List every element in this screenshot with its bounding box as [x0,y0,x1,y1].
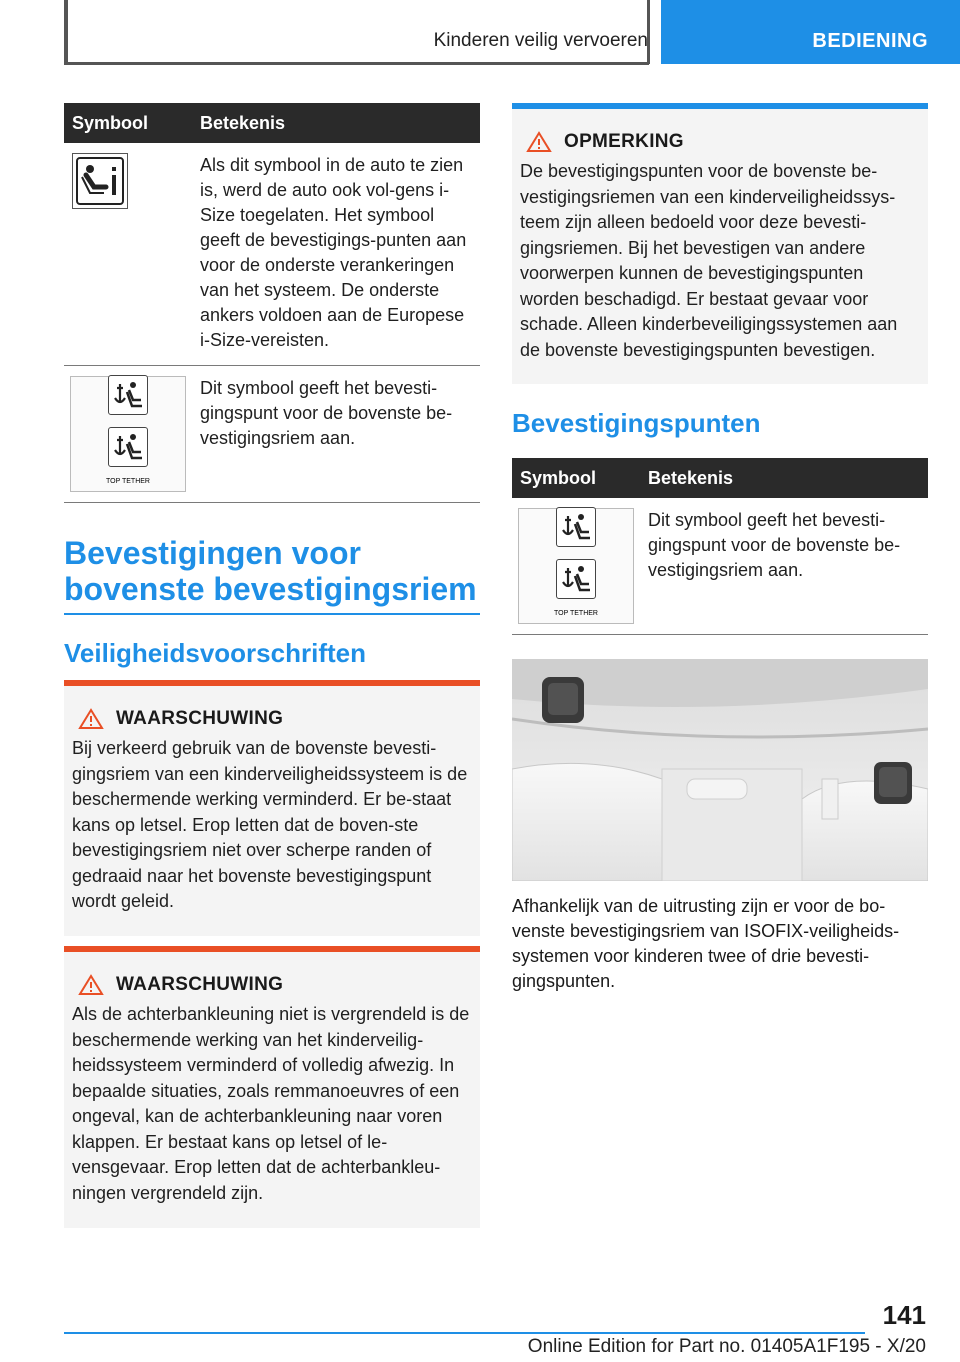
note-title [526,131,920,153]
warning-triangle-icon [78,974,104,996]
note-triangle-icon [526,131,552,153]
table-row [64,143,480,366]
warning-box [64,946,480,1228]
meaning-cell: Als dit symbool in de auto te zien is, werd de auto ook vol-gens i-Size toegelaten. Het symbool geeft de bevestigings-punten aan voor de onderste verankeringen van het systeem. De onderste ankers voldoen aan de Europese i-Size-vereisten. [192,143,480,366]
top-tether-icon [518,508,634,624]
footer-edition: Online Edition for Part no. 01405A1F195 - X/20 [527,1336,926,1357]
top-tether-icon [70,376,186,492]
top-tether-caption: TOP TETHER [554,609,598,617]
header-left-rule [64,0,68,64]
anchor-seat-icon [108,427,148,467]
table-row [64,366,480,503]
warning-triangle-icon [78,708,104,730]
table-row [512,498,928,635]
header-section-title: Kinderen veilig vervoeren [433,30,648,51]
page-number: 141 [882,1300,926,1330]
photo-caption: Afhankelijk van de uitrusting zijn er voor de bo-venste bevestigingsriem van ISOFIX-veiligheids-systemen voor kinderen twee of drie bevesti-gingspunten. [512,896,900,991]
symbol-cell [512,498,640,635]
col-meaning-header: Betekenis [640,458,928,498]
i-size-seat-icon [72,153,128,209]
top-tether-caption: TOP TETHER [106,477,150,485]
note-box [512,103,928,384]
header-chapter-tab[interactable]: BEDIENING [661,0,960,64]
anchor-seat-icon [108,375,148,415]
warning-box [64,680,480,936]
col-meaning-header: Betekenis [192,103,480,143]
symbol-cell [64,143,192,366]
subsection-title: Veiligheidsvoorschriften [64,638,366,668]
warning-title [78,708,472,730]
anchor-seat-icon [556,559,596,599]
warning-text: Als de achterbankleuning niet is vergrendeld is de beschermende werking van het kinderveilig-heidssysteem verminderd of volledig afwezig. In bepaalde situaties, zoals remmanoeuvres of een ongeval, kan de achterbankleuning naar voren klappen. Er bestaat kans op letsel of le-vensgevaar. Erop letten dat de achterbankleu-ningen vergrendeld zijn. [72,1004,470,1203]
col-symbol-header: Symbool [512,458,640,498]
warning-title-text: WAARSCHUWING [116,974,284,995]
anchor-seat-icon [556,507,596,547]
symbol-cell [64,366,192,503]
subsection-title-2: Bevestigingspunten [512,408,761,438]
note-title-text: OPMERKING [564,131,684,152]
meaning-cell: Dit symbool geeft het bevesti-gingspunt voor de bovenste be-vestigingsriem aan. [640,498,928,635]
note-text: De bevestigingspunten voor de bovenste be-vestigingsriemen van een kinderveiligheidssys-teem zijn alleen bedoeld voor deze bevesti-gingsriemen. Bij het bevestigen van andere voorwerpen kunnen de bevestigingspunten worden beschadigd. Er bestaat gevaar voor schade. Alleen kinderbeveiligingssystemen aan de bovenste bevestigingspunten bevestigen. [520,161,898,360]
header-bottom-rule [64,62,649,65]
warning-title [78,974,472,996]
footer-rule [64,1332,865,1334]
symbol-table-right [512,458,928,635]
meaning-cell: Dit symbool geeft het bevesti-gingspunt voor de bovenste be-vestigingsriem aan. [192,366,480,503]
anchor-points-photo [512,659,928,881]
warning-title-text: WAARSCHUWING [116,708,284,729]
col-symbol-header: Symbool [64,103,192,143]
warning-text: Bij verkeerd gebruik van de bovenste bevesti-gingsriem van een kinderveiligheidssysteem is de beschermende werking verminderd. Er be-staat kans op letsel. Erop letten dat de boven-ste bevestigingsriem niet over scherpe randen of gedraaid naar het bovenste bevestigingspunt wordt geleid. [72,738,468,911]
section-title: Bevestigingen voor bovenste bevestigingsriem [64,535,480,615]
symbol-table-left [64,103,480,503]
